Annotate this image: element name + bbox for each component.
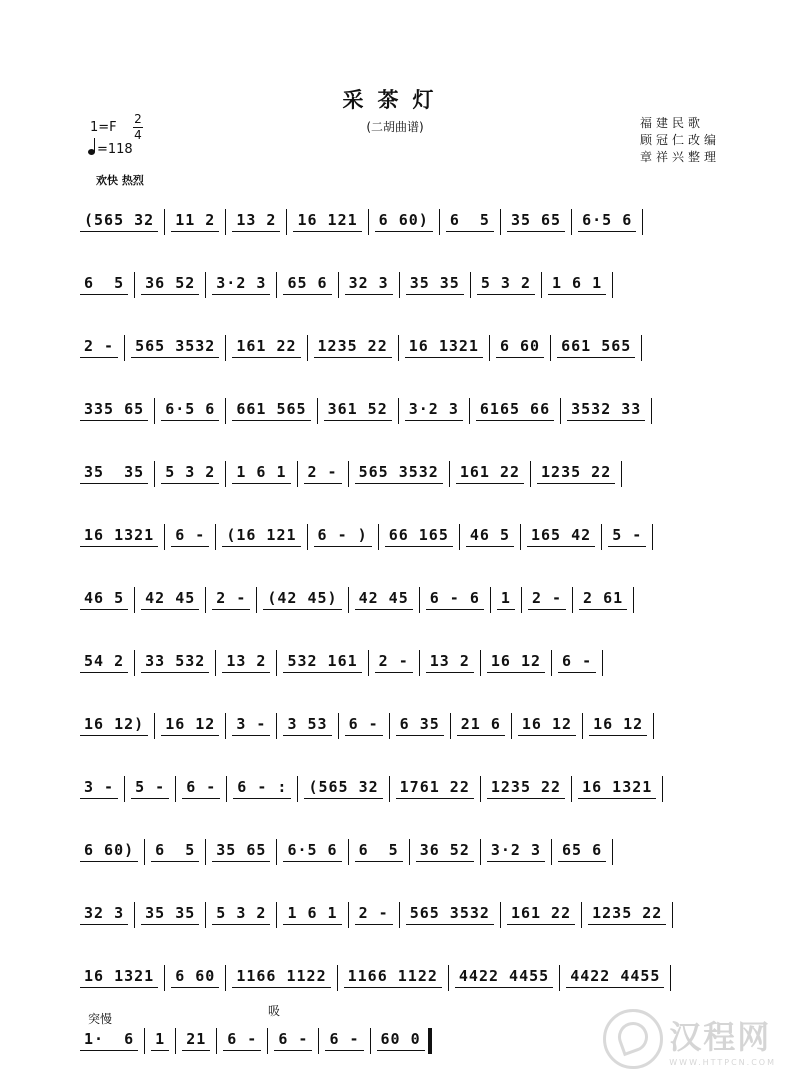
bar-line (215, 650, 216, 676)
measure: (42 45) (263, 589, 341, 610)
score-row (80, 379, 745, 442)
measure: 16 121 (293, 211, 361, 232)
bar-line (450, 713, 451, 739)
bar-line (164, 209, 165, 235)
measure: 6 5 (355, 841, 403, 862)
bar-line (652, 524, 653, 550)
key-signature: 1=F (90, 120, 117, 135)
bar-line (368, 209, 369, 235)
measure: 2 - (212, 589, 250, 610)
bar-line (459, 524, 460, 550)
bar-line (297, 461, 298, 487)
measure: 161 22 (456, 463, 524, 484)
bar-line (399, 902, 400, 928)
measure: 16 1321 (80, 967, 158, 988)
bar-line (581, 902, 582, 928)
measure: 2 61 (579, 589, 627, 610)
measure: 6 - (223, 1030, 261, 1051)
bar-line (490, 587, 491, 613)
bar-line (428, 1028, 432, 1054)
measure: (565 32 (304, 778, 382, 799)
bar-line (641, 335, 642, 361)
bar-line (276, 839, 277, 865)
measure: 3 53 (283, 715, 331, 736)
bar-line (409, 839, 410, 865)
measure: 1166 1122 (232, 967, 330, 988)
bar-line (571, 209, 572, 235)
measure: 6 60) (375, 211, 433, 232)
score-row (80, 442, 745, 505)
measure: 1 6 1 (548, 274, 606, 295)
bar-line (276, 902, 277, 928)
bar-line (601, 524, 602, 550)
measure: 6·5 6 (578, 211, 636, 232)
measure: 6 60) (80, 841, 138, 862)
measure: 161 22 (232, 337, 300, 358)
bar-line (470, 272, 471, 298)
bar-line (662, 776, 663, 802)
measure: 16 1321 (578, 778, 656, 799)
score-row (80, 505, 745, 568)
measure: 35 35 (80, 463, 148, 484)
measure: 16 1321 (80, 526, 158, 547)
bar-line (205, 902, 206, 928)
measure: 1235 22 (588, 904, 666, 925)
bar-line (348, 839, 349, 865)
measure: 565 3532 (355, 463, 443, 484)
bar-line (124, 776, 125, 802)
bar-line (378, 524, 379, 550)
bar-line (398, 335, 399, 361)
measure: 4422 4455 (455, 967, 553, 988)
bar-line (571, 776, 572, 802)
bar-line (225, 461, 226, 487)
bar-line (480, 839, 481, 865)
measure: 6 35 (396, 715, 444, 736)
bar-line (419, 650, 420, 676)
bar-line (602, 650, 603, 676)
measure: 42 45 (141, 589, 199, 610)
tempo-marking (88, 142, 133, 157)
bar-line (307, 524, 308, 550)
bar-line (225, 335, 226, 361)
bar-line (550, 335, 551, 361)
measure: 361 52 (324, 400, 392, 421)
measure: 54 2 (80, 652, 128, 673)
bar-line (551, 839, 552, 865)
measure: 65 6 (283, 274, 331, 295)
measure: 11 2 (171, 211, 219, 232)
measure: 16 12) (80, 715, 148, 736)
time-top: 2 (134, 112, 142, 126)
bar-line (541, 272, 542, 298)
measure: 46 5 (80, 589, 128, 610)
measure: 36 52 (141, 274, 199, 295)
measure: 6 - (558, 652, 596, 673)
measure: 3·2 3 (405, 400, 463, 421)
score-row (80, 883, 745, 946)
measure: (565 32 (80, 211, 158, 232)
bar-line (276, 272, 277, 298)
measure: 6 5 (151, 841, 199, 862)
measure: 3 - (232, 715, 270, 736)
measure: 3 - (80, 778, 118, 799)
measure: 5 3 2 (161, 463, 219, 484)
bar-line (154, 461, 155, 487)
measure: 661 565 (557, 337, 635, 358)
measure: 6 - 6 (426, 589, 484, 610)
bar-line (164, 524, 165, 550)
bar-line (551, 650, 552, 676)
measure: 6 5 (80, 274, 128, 295)
bar-line (389, 713, 390, 739)
credit-arranger: 顾冠仁改编 (640, 133, 721, 147)
measure: 35 35 (141, 904, 199, 925)
measure: 6 - (274, 1030, 312, 1051)
measure: 6·5 6 (283, 841, 341, 862)
measure: 1 6 1 (283, 904, 341, 925)
bar-line (670, 965, 671, 991)
bar-line (307, 335, 308, 361)
bar-line (612, 839, 613, 865)
measure: 16 12 (487, 652, 545, 673)
score-row (80, 820, 745, 883)
measure: 6 - (325, 1030, 363, 1051)
time-signature (133, 112, 143, 143)
credit-editor: 章祥兴整理 (640, 150, 721, 164)
score-row (80, 946, 745, 1009)
bar-line (225, 209, 226, 235)
measure: 32 3 (80, 904, 128, 925)
measure: 42 45 (355, 589, 413, 610)
bar-line (297, 776, 298, 802)
measure: 35 65 (507, 211, 565, 232)
score-row (80, 568, 745, 631)
measure: 165 42 (527, 526, 595, 547)
bar-line (448, 965, 449, 991)
measure: 6 - ) (314, 526, 372, 547)
bar-line (612, 272, 613, 298)
measure: 565 3532 (131, 337, 219, 358)
score-row (80, 253, 745, 316)
measure: 2 - (80, 337, 118, 358)
bar-line (370, 1028, 371, 1054)
tempo-value: =118 (97, 142, 133, 157)
bar-line (144, 839, 145, 865)
bar-line (439, 209, 440, 235)
page-title: 采茶灯 (342, 88, 448, 112)
measure: 2 - (375, 652, 413, 673)
measure: 5 - (131, 778, 169, 799)
bar-line (500, 209, 501, 235)
measure: 2 - (528, 589, 566, 610)
measure: 16 12 (589, 715, 647, 736)
bar-line (582, 713, 583, 739)
measure: 2 - (304, 463, 342, 484)
bar-line (338, 713, 339, 739)
bar-line (559, 965, 560, 991)
measure: 13 2 (232, 211, 280, 232)
bar-line (226, 776, 227, 802)
measure: 16 12 (518, 715, 576, 736)
bar-line (164, 965, 165, 991)
measure: 60 0 (377, 1030, 425, 1051)
score-row (80, 190, 745, 253)
measure: 565 3532 (406, 904, 494, 925)
bar-line (449, 461, 450, 487)
bar-line (633, 587, 634, 613)
measure: 1 (151, 1030, 169, 1051)
bar-line (348, 461, 349, 487)
bar-line (480, 776, 481, 802)
measure: 6 5 (446, 211, 494, 232)
bar-line (267, 1028, 268, 1054)
score-row (80, 631, 745, 694)
measure: 6 - (182, 778, 220, 799)
credits (640, 115, 720, 166)
measure: 5 3 2 (477, 274, 535, 295)
measure: 3·2 3 (487, 841, 545, 862)
measure: 36 52 (416, 841, 474, 862)
watermark-text: 汉程网 (669, 1017, 772, 1056)
measure: 1· 6 (80, 1030, 138, 1051)
subtitle: (二胡曲谱) (366, 120, 424, 134)
bar-line (337, 965, 338, 991)
bar-line (399, 272, 400, 298)
measure: 21 (182, 1030, 210, 1051)
measure: 46 5 (466, 526, 514, 547)
bar-line (469, 398, 470, 424)
measure: 335 65 (80, 400, 148, 421)
measure: 35 35 (406, 274, 464, 295)
watermark (603, 1009, 776, 1069)
measure: 1235 22 (314, 337, 392, 358)
measure: 5 3 2 (212, 904, 270, 925)
measure: 13 2 (426, 652, 474, 673)
bar-line (175, 1028, 176, 1054)
bar-line (520, 524, 521, 550)
bar-line (489, 335, 490, 361)
measure: 6 60 (171, 967, 219, 988)
bar-line (134, 272, 135, 298)
bar-line (398, 398, 399, 424)
bar-line (205, 587, 206, 613)
measure: 4422 4455 (566, 967, 664, 988)
watermark-url: WWW.HTTPCN.COM (669, 1057, 776, 1067)
measure: 161 22 (507, 904, 575, 925)
measure: 16 1321 (405, 337, 483, 358)
score-row (80, 316, 745, 379)
measure: 6 - (345, 715, 383, 736)
bar-line (276, 713, 277, 739)
measure: 5 - (608, 526, 646, 547)
bar-line (134, 902, 135, 928)
bar-line (225, 965, 226, 991)
bar-line (286, 209, 287, 235)
bar-line (225, 713, 226, 739)
measure: 65 6 (558, 841, 606, 862)
bar-line (500, 902, 501, 928)
measure: 16 12 (161, 715, 219, 736)
bar-line (134, 587, 135, 613)
measure: 6 60 (496, 337, 544, 358)
measure: 66 165 (385, 526, 453, 547)
measure: 32 3 (345, 274, 393, 295)
bar-line (642, 209, 643, 235)
measure: 1 6 1 (232, 463, 290, 484)
measure: 661 565 (232, 400, 310, 421)
bar-line (124, 335, 125, 361)
bar-line (256, 587, 257, 613)
slow-annotation: 突慢 (88, 1012, 113, 1026)
bar-line (154, 713, 155, 739)
measure: 3·2 3 (212, 274, 270, 295)
measure: 13 2 (222, 652, 270, 673)
bar-line (651, 398, 652, 424)
expression-marking: 欢快 热烈 (96, 174, 144, 187)
bar-line (216, 1028, 217, 1054)
bar-line (205, 839, 206, 865)
bar-line (205, 272, 206, 298)
measure: (16 121 (222, 526, 300, 547)
measure: 6·5 6 (161, 400, 219, 421)
bar-line (560, 398, 561, 424)
measure: 6165 66 (476, 400, 554, 421)
bar-line (215, 524, 216, 550)
bar-line (672, 902, 673, 928)
measure: 33 532 (141, 652, 209, 673)
measure: 532 161 (283, 652, 361, 673)
bar-line (317, 398, 318, 424)
bar-line (276, 650, 277, 676)
bar-line (653, 713, 654, 739)
measure: 1 (497, 589, 515, 610)
bar-line (348, 587, 349, 613)
bar-line (480, 650, 481, 676)
bar-line (348, 902, 349, 928)
measure: 1235 22 (487, 778, 565, 799)
bar-line (154, 398, 155, 424)
bar-line (368, 650, 369, 676)
bar-line (572, 587, 573, 613)
credit-origin: 福建民歌 (640, 116, 705, 130)
score-body (80, 190, 745, 1072)
measure: 21 6 (457, 715, 505, 736)
quarter-note-icon (88, 149, 95, 155)
measure: 1235 22 (537, 463, 615, 484)
bar-line (338, 272, 339, 298)
measure: 1761 22 (396, 778, 474, 799)
bar-line (175, 776, 176, 802)
measure: 6 - (171, 526, 209, 547)
bar-line (134, 650, 135, 676)
bar-line (521, 587, 522, 613)
bar-line (318, 1028, 319, 1054)
measure: 2 - (355, 904, 393, 925)
measure: 6 - : (233, 778, 291, 799)
score-row (80, 757, 745, 820)
bar-line (225, 398, 226, 424)
watermark-logo-icon (603, 1009, 663, 1069)
bar-line (511, 713, 512, 739)
bar-line (530, 461, 531, 487)
time-bottom: 4 (134, 128, 142, 142)
breath-annotation: 吸 (268, 1004, 281, 1018)
bar-line (144, 1028, 145, 1054)
bar-line (389, 776, 390, 802)
score-row (80, 694, 745, 757)
measure: 35 65 (212, 841, 270, 862)
bar-line (419, 587, 420, 613)
measure: 1166 1122 (344, 967, 442, 988)
measure: 3532 33 (567, 400, 645, 421)
bar-line (621, 461, 622, 487)
